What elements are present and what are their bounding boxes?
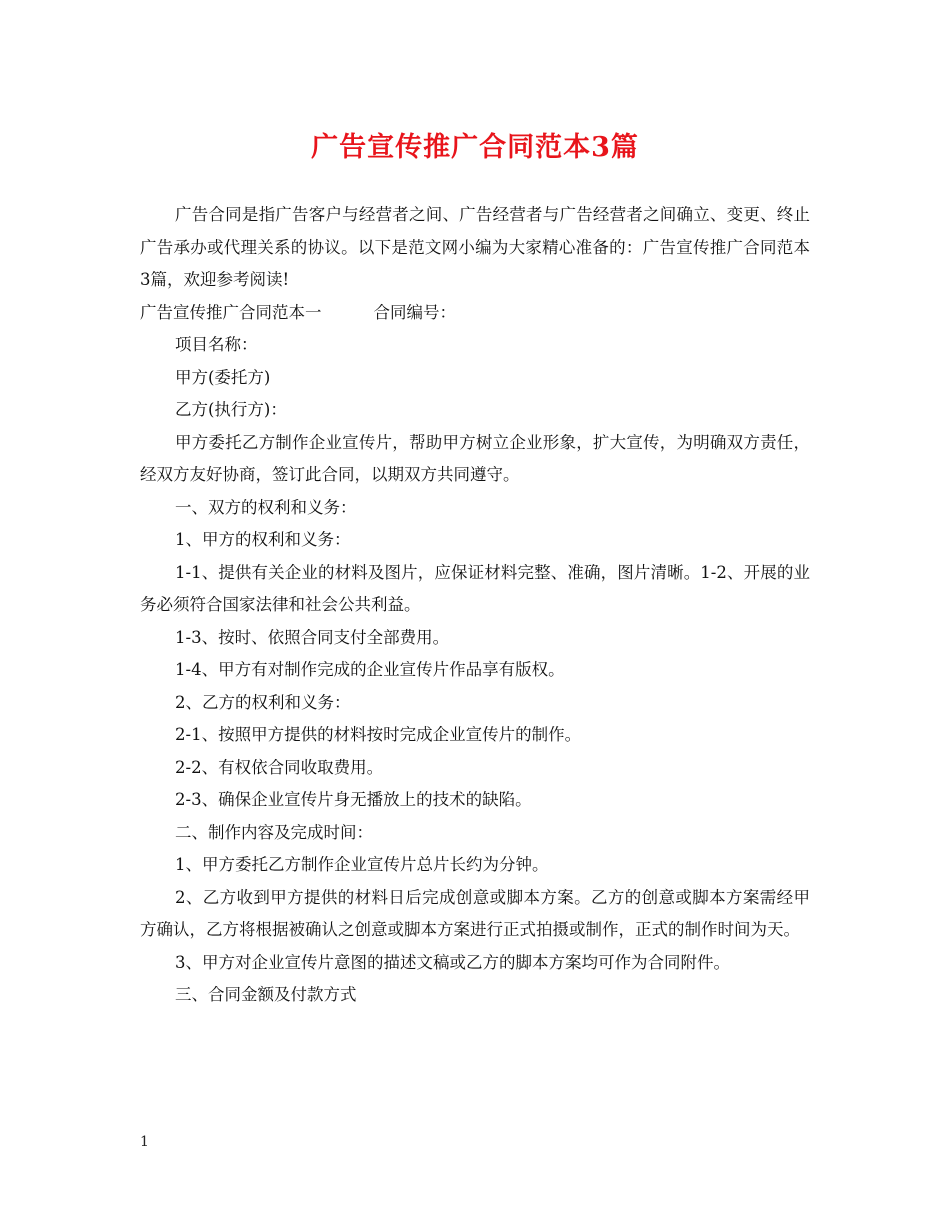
section-heading: 广告宣传推广合同范本一: [140, 302, 322, 322]
body-paragraph: 1-4、甲方有对制作完成的企业宣传片作品享有版权。: [175, 660, 565, 679]
body-paragraph: 项目名称：: [175, 335, 258, 354]
body-paragraph: 甲方委托乙方制作企业宣传片，帮助甲方树立企业形象，扩大宣传，为明确双方责任，经双方友好协商，签订此合同，以期双方共同遵守。: [140, 432, 810, 484]
document-title: 广告宣传推广合同范本3篇: [311, 132, 639, 163]
body-paragraph: 1、甲方委托乙方制作企业宣传片总片长约为分钟。: [175, 855, 549, 874]
body-paragraph: 2-2、有权依合同收取费用。: [175, 757, 384, 777]
body-paragraph: 甲方(委托方): [175, 367, 271, 387]
body-paragraph: 乙方(执行方)：: [175, 400, 287, 419]
page-number: 1: [140, 1134, 149, 1150]
document-body: [140, 199, 810, 1012]
body-paragraph: 2、乙方的权利和义务：: [175, 692, 351, 712]
body-paragraph: 一、双方的权利和义务：: [175, 497, 357, 517]
body-paragraph: 三、合同金额及付款方式: [175, 985, 357, 1004]
body-paragraph: 2、乙方收到甲方提供的材料日后完成创意或脚本方案。乙方的创意或脚本方案需经甲方确认，乙方将根据被确认之创意或脚本方案进行正式拍摄或制作，正式的制作时间为天。: [140, 887, 810, 939]
body-paragraph: 2-3、确保企业宣传片身无播放上的技术的缺陷。: [175, 790, 532, 809]
contract-number-label: 合同编号：: [373, 302, 456, 322]
body-paragraph: 1-1、提供有关企业的材料及图片，应保证材料完整、准确，图片清晰。1-2、开展的业务必须符合国家法律和社会公共利益。: [140, 562, 810, 614]
body-paragraph: 3、甲方对企业宣传片意图的描述文稿或乙方的脚本方案均可作为合同附件。: [175, 952, 730, 972]
body-paragraph: 1-3、按时、依照合同支付全部费用。: [175, 627, 450, 647]
body-paragraph: 1、甲方的权利和义务：: [175, 530, 351, 549]
body-paragraph: 2-1、按照甲方提供的材料按时完成企业宣传片的制作。: [175, 725, 582, 744]
section-heading-line: [140, 297, 810, 330]
body-paragraph: 二、制作内容及完成时间：: [175, 822, 373, 842]
intro-paragraph: 广告合同是指广告客户与经营者之间、广告经营者与广告经营者之间确立、变更、终止广告承办或代理关系的协议。以下是范文网小编为大家精心准备的：广告宣传推广合同范本3篇，欢迎参考阅读!: [140, 205, 810, 289]
